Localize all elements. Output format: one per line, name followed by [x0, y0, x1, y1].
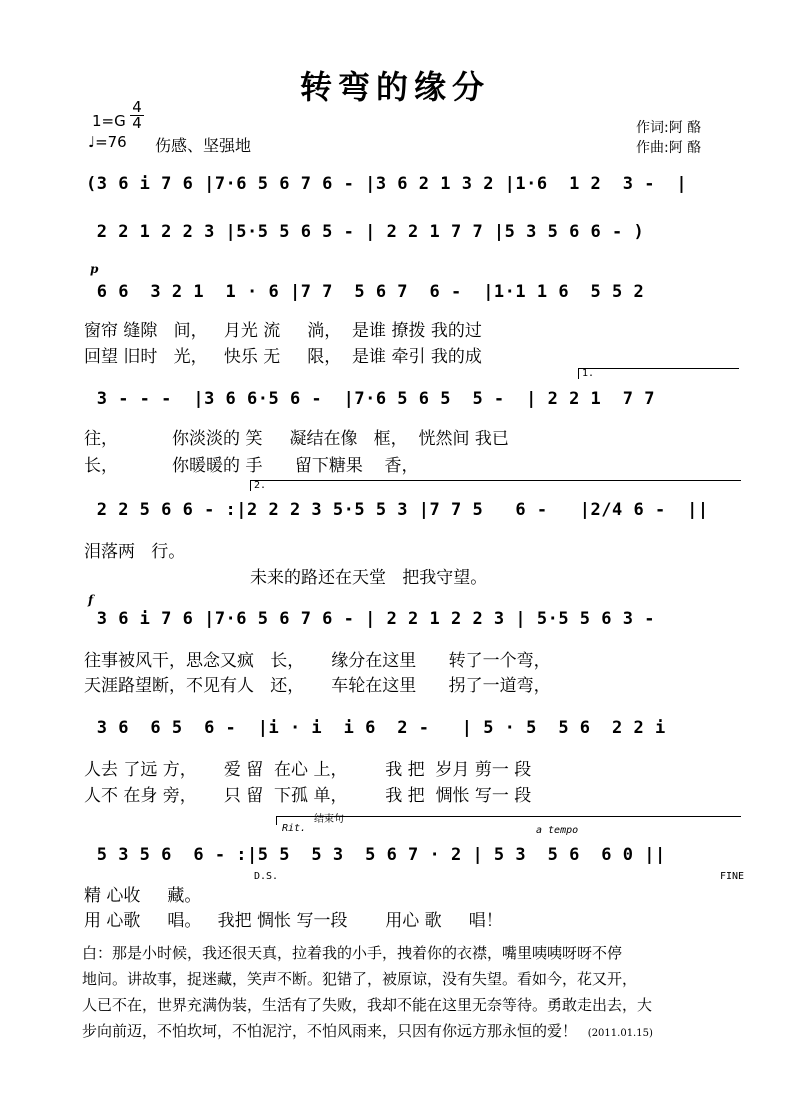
a-tempo-mark: a tempo: [536, 825, 579, 836]
lyrics-row-4-verse-2: 长， 你暖暖的 手 留下糖果 香，: [84, 456, 419, 476]
lyrics-row-6-verse-1: 往事被风干，思念又疯 长， 缘分在这里 转了一个弯，: [84, 651, 551, 671]
lyrics-row-7-verse-2: 人不 在身 旁， 只 留 下孤 单， 我 把 惆怅 写一 段: [84, 786, 532, 806]
lyrics-row-5-verse-1: 泪落两 行。: [84, 542, 186, 562]
narration-line-4-text: 步向前迈，不怕坎坷，不怕泥泞，不怕风雨来，只因有你远方那永恒的爱！: [82, 1022, 578, 1040]
lyrics-row-4-verse-1: 往， 你淡淡的 笑 凝结在像 框， 恍然间 我已: [84, 429, 509, 449]
volta-2-label: 2.: [254, 480, 267, 491]
time-bottom: 4: [132, 114, 142, 132]
time-top: 4: [132, 98, 142, 116]
composition-date: (2011.01.15): [587, 1028, 653, 1039]
notation-row-4: 3 - - - |3 6 6·5 6 - |7·6 5 6 5 5 - | 2 2 1 7 7: [86, 389, 655, 409]
ds-mark: D.S.: [254, 871, 279, 882]
notation-row-6: 3 6 i 7 6 |7·6 5 6 7 6 - | 2 2 1 2 2 3 | 5·5 5 6 3 -: [86, 609, 655, 629]
narration-line-4: [82, 1018, 762, 1047]
key-signature: 1=G: [92, 112, 126, 130]
tempo-marking: ♩=76: [88, 133, 127, 151]
narration-line-2: 地问。讲故事，捉迷藏，笑声不断。犯错了，被原谅，没有失望。看如今，花又开，: [82, 970, 638, 988]
end-section-bracket: [276, 816, 741, 825]
time-signature: [130, 100, 144, 131]
volta-1-label: 1.: [582, 368, 595, 379]
mood-marking: 伤感、坚强地: [155, 136, 252, 155]
lyrics-row-5-refrain: 未来的路还在天堂 把我守望。: [250, 568, 488, 588]
fine-mark: FINE: [720, 871, 745, 882]
notation-row-7: 3 6 6 5 6 - |i · i i 6 2 - | 5 · 5 5 6 2 2 i: [86, 718, 666, 738]
notation-row-2: 2 2 1 2 2 3 |5·5 5 6 5 - | 2 2 1 7 7 |5 3 5 6 6 - ): [86, 222, 645, 242]
lyrics-row-8-verse-2: 用 心歌 唱。 我把 惆怅 写一段 用心 歌 唱！: [84, 911, 503, 931]
notation-row-1: (3 6 i 7 6 |7·6 5 6 7 6 - |3 6 2 1 3 2 |1·6 1 2 3 - |: [86, 174, 688, 194]
lyrics-row-3-verse-2: 回望 旧时 光， 快乐 无 限， 是谁 牵引 我的成: [84, 347, 482, 367]
volta-1-bracket: [578, 368, 739, 379]
dynamic-p: p: [90, 262, 99, 276]
ritardando-mark: Rit.: [282, 823, 307, 834]
lyrics-row-6-verse-2: 天涯路望断，不见有人 还， 车轮在这里 拐了一道弯，: [84, 676, 551, 696]
lyrics-row-8-verse-1: 精 心收 藏。: [84, 886, 202, 906]
song-title: 转弯的缘分: [299, 68, 490, 106]
composer-credit: 作曲:阿 酪: [636, 140, 702, 156]
narration-block: [82, 940, 762, 1047]
narration-line-3: 人已不在，世界充满伪装，生活有了失败，我却不能在这里无奈等待。勇敢走出去，大: [82, 996, 653, 1014]
notation-row-8: 5 3 5 6 6 - :|5 5 5 3 5 6 7 · 2 | 5 3 5 6 6 0 ||: [86, 845, 666, 865]
dynamic-f: f: [88, 593, 94, 607]
narration-line-1: 白：那是小时候，我还很天真，拉着我的小手，拽着你的衣襟，嘴里咦咦呀呀不停: [82, 944, 623, 962]
end-section-label: 结束句: [314, 814, 344, 825]
notation-row-5: 2 2 5 6 6 - :|2 2 2 3 5·5 5 3 |7 7 5 6 - |2/4 6 - ||: [86, 500, 709, 520]
lyrics-row-3-verse-1: 窗帘 缝隙 间， 月光 流 淌， 是谁 撩拨 我的过: [84, 321, 482, 341]
notation-row-3: 6 6 3 2 1 1 · 6 |7 7 5 6 7 6 - |1·1 1 6 5 5 2: [86, 282, 645, 302]
lyricist-credit: 作词:阿 酪: [636, 120, 702, 136]
lyrics-row-7-verse-1: 人去 了远 方， 爱 留 在心 上， 我 把 岁月 剪一 段: [84, 760, 532, 780]
volta-2-bracket: [250, 480, 741, 491]
